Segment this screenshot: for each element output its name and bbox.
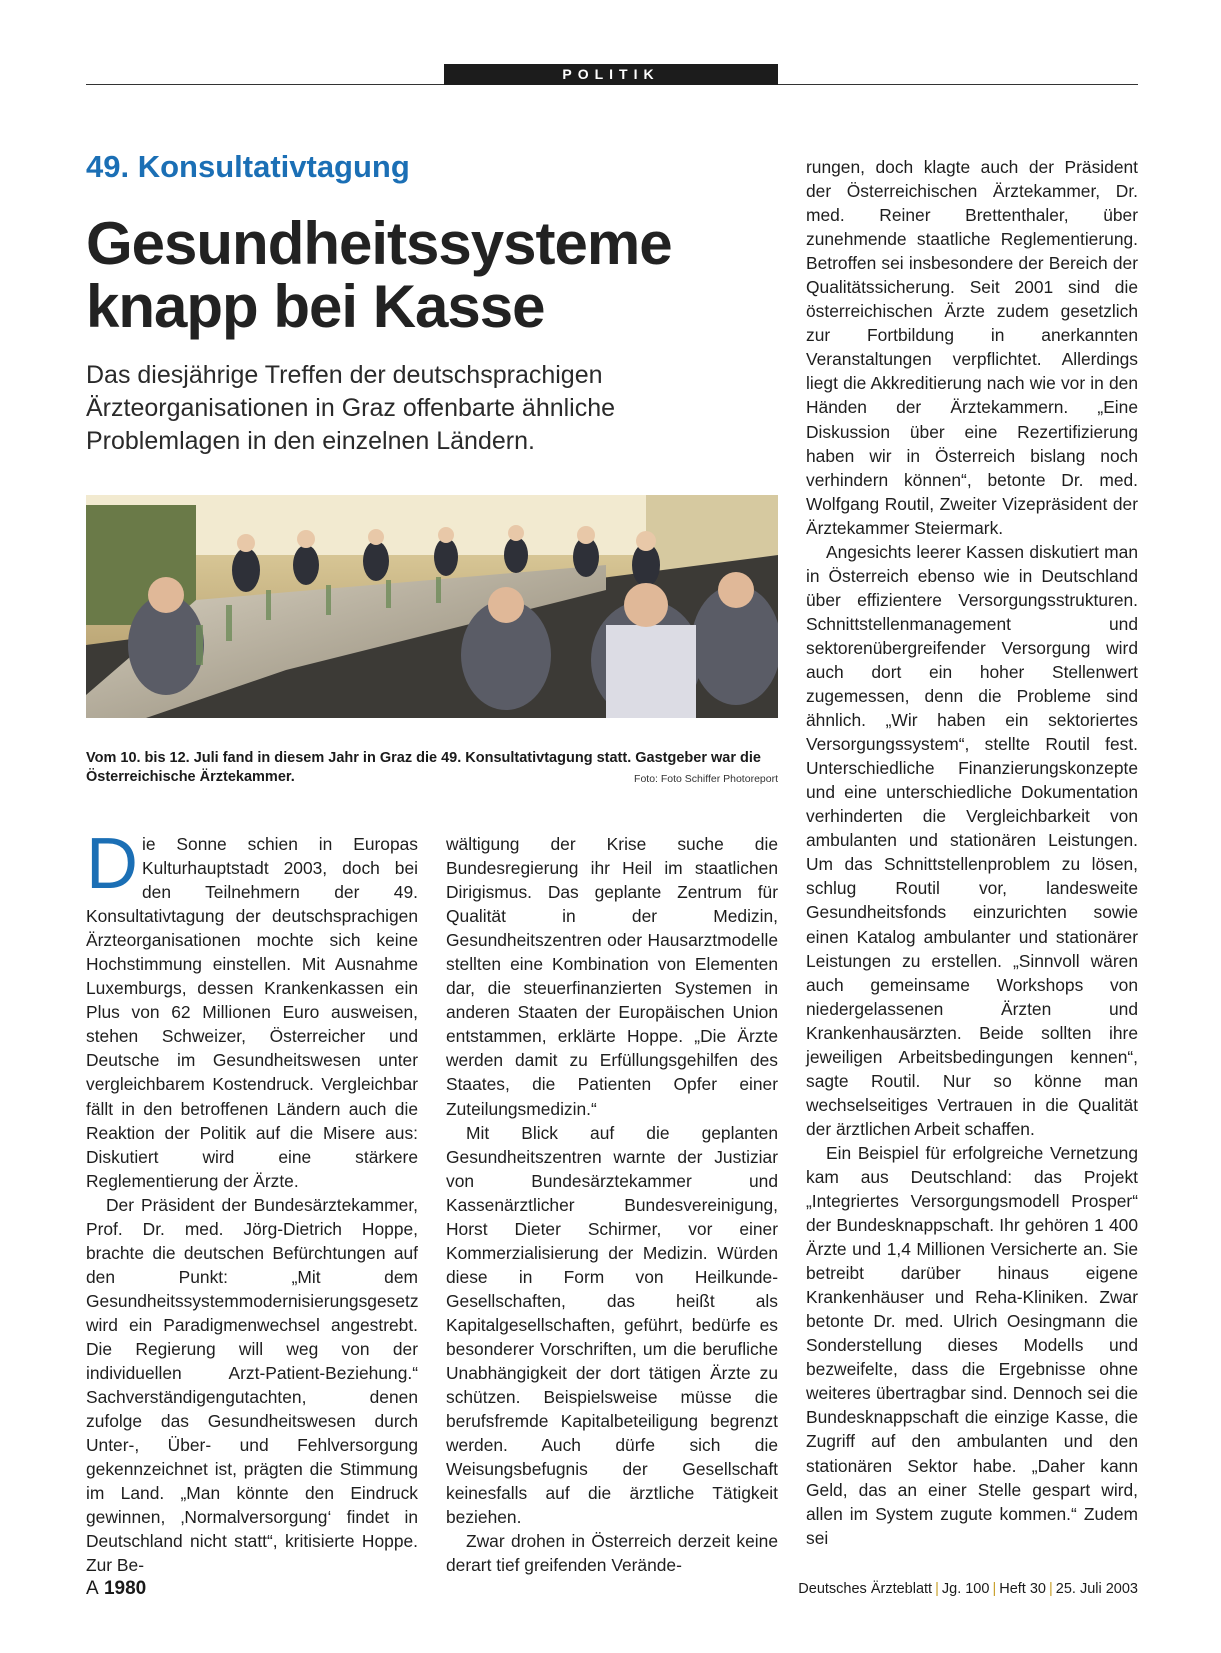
article-column-3 [806, 155, 1138, 1550]
photo-credit: Foto: Foto Schiffer Photoreport [634, 773, 778, 785]
paragraph: Zwar drohen in Österreich derzeit keine derart tief greifenden Verände- [446, 1531, 778, 1576]
separator: | [1048, 1581, 1053, 1597]
journal-issue: Heft 30 [999, 1581, 1046, 1597]
paragraph: Der Präsident der Bundesärztekammer, Prof. Dr. med. Jörg-Dietrich Hoppe, brachte die deutschen Befürchtungen auf den Punkt: „Mit dem Gesundheitssystemmodernisierungsgesetz wird ein Paradigmenwechsel angestrebt. Die Regierung will weg von der individuellen Arzt-Patient-Beziehung.“ Sachverständigengutachten, denen zufolge das Gesundheitswesen durch Unter-, Über- und Fehlversorgung gekennzeichnet ist, prägten die Stimmung im Land. „Man könnte den Eindruck gewinnen, ‚Normalversorgung‘ findet in Deutschland nicht statt“, kritisierte Hoppe. Zur Be- [86, 1194, 419, 1576]
meeting-room-image [86, 495, 778, 718]
article-column-2 [446, 832, 778, 1577]
journal-volume: Jg. 100 [941, 1581, 990, 1597]
headline-line-1: Gesundheitssysteme [86, 210, 672, 277]
section-label: POLITIK [444, 64, 778, 85]
journal-info [798, 1581, 1138, 1597]
journal-date: 25. Juli 2003 [1055, 1581, 1138, 1597]
page-number-value: 1980 [103, 1578, 147, 1599]
headline [86, 212, 726, 338]
conference-photo [86, 495, 778, 718]
paragraph: Mit Blick auf die geplanten Gesundheitszentren warnte der Justiziar von Bundesärztekammer und Kassenärztlicher Bundesvereinigung, Horst Dieter Schirmer, vor einer Kommerzialisierung der Medizin. Würden diese in Form von Heilkunde-Gesellschaften, das heißt als Kapitalgesellschaften, geführt, bedürfe es besonderer Vorschriften, um die berufliche Unabhängigkeit der dort tätigen Ärzte zu schützen. Beispielsweise müsse die berufsfremde Kapitalbeteiligung begrenzt werden. Auch dürfe sich die Weisungsbefugnis der Gesellschaft keinesfalls auf die ärztliche Tätigkeit beziehen. [446, 1122, 778, 1528]
page-prefix: A [86, 1578, 99, 1599]
kicker: 49. Konsultativtagung [86, 149, 410, 184]
journal-name: Deutsches Ärzteblatt [798, 1581, 933, 1597]
paragraph: Ein Beispiel für erfolgreiche Vernetzung kam aus Deutschland: das Projekt „Integriertes Versorgungsmodell Prosper“ der Bundesknappschaft. Ihr gehören 1 400 Ärzte und 1,4 Millionen Versicherte an. Sie betreibt darüber hinaus eigene Krankenhäuser und Reha-Kliniken. Zwar betonte Dr. med. Ulrich Oesingmann die Sonderstellung dieses Modells und bezweifelte, dass die Ergebnisse ohne weiteres übertragbar sind. Dennoch sei die Bundesknappschaft die einzige Kasse, die Zugriff auf den ambulanten und den stationären Sektor habe. „Daher kann Geld, das an einer Stelle gespart wird, allen im System zugute kommen.“ Zudem sei [806, 1142, 1138, 1548]
headline-line-2: knapp bei Kasse [86, 273, 545, 340]
photo-caption: Vom 10. bis 12. Juli fand in diesem Jahr in Graz die 49. Konsultativtagung statt. Gastgeber war die Österreichische Ärztekammer. [86, 750, 761, 785]
page-number [86, 1578, 146, 1600]
paragraph: Angesichts leerer Kassen diskutiert man in Österreich ebenso wie in Deutschland über effizientere Versorgungsstrukturen. Schnittstellenmanagement und sektorenübergreifender Versorgung wird auch dort ein hoher Stellenwert zugemessen, denn die Probleme sind ähnlich. „Wir haben ein sektoriertes Versorgungssystem“, stellte Routil fest. Unterschiedliche Finanzierungskonzepte und eine unterschiedliche Dokumentation verhinderten die Vergleichbarkeit von ambulanten und stationären Leistungen. Um das Schnittstellenproblem zu lösen, schlug Routil vor, landesweite Gesundheitsfonds einzurichten sowie einen Katalog ambulanter und stationärer Leistungen zu erstellen. „Sinnvoll wären auch gemeinsame Workshops von niedergelassenen Ärzten und Krankenhausärzten. Beide sollten ihre jeweiligen Arbeitsbedingungen kennen“, sagte Routil. Nur so könne man wechselseitiges Vertrauen in die Qualität der ärztlichen Arbeit schaffen. [806, 541, 1138, 1139]
paragraph-text: ie Sonne schien in Europas Kulturhauptstadt 2003, doch bei den Teilnehmern der 49. Konsultativtagung der deutschsprachigen Ärzteorganisationen mochte sich keine Hochstimmung einstellen. Mit Ausnahme Luxemburgs, dessen Krankenkassen ein Plus von 62 Millionen Euro ausweisen, stehen Schweizer, Österreicher und Deutsche im Gesundheitswesen unter vergleichbarem Kostendruck. Vergleichbar fällt in den betroffenen Ländern auch die Reaktion der Politik auf die Misere aus: Diskutiert wird eine stärkere Reglementierung der Ärzte. [86, 834, 418, 1191]
article-column-1 [86, 824, 419, 1577]
deck: Das diesjährige Treffen der deutschsprachigen Ärzteorganisationen in Graz offenbarte ähnliche Problemlagen in den einzelnen Ländern. [86, 361, 616, 455]
paragraph: wältigung der Krise suche die Bundesregierung ihr Heil im staatlichen Dirigismus. Das geplante Zentrum für Qualität in der Medizin, Gesundheitszentren oder Hausarztmodelle stellten eine Kombination von Elementen dar, die steuerfinanzierten Systemen in anderen Staaten der Europäischen Union entstammen, erklärte Hoppe. „Die Ärzte werden damit zu Erfüllungsgehilfen des Staates, die Patienten Opfer einer Zuteilungsmedizin.“ [446, 834, 778, 1119]
paragraph: rungen, doch klagte auch der Präsident der Österreichischen Ärztekammer, Dr. med. Reiner Brettenthaler, über zunehmende staatliche Reglementierung. Betroffen sei insbesondere der Bereich der Qualitätssicherung. Seit 2001 sind die österreichischen Ärzte zudem gesetzlich zur Fortbildung in anerkannten Veranstaltungen verpflichtet. Allerdings liegt die Akkreditierung nach wie vor in den Händen der Ärztekammern. „Eine Diskussion über eine Rezertifizierung haben wir in Österreich bislang noch verhindern können“, betonte Dr. med. Wolfgang Routil, Zweiter Vizepräsident der Ärztekammer Steiermark. [806, 157, 1138, 538]
separator: | [992, 1581, 997, 1597]
paragraph [86, 824, 418, 1193]
separator: | [935, 1581, 939, 1597]
drop-cap: D [86, 824, 138, 904]
